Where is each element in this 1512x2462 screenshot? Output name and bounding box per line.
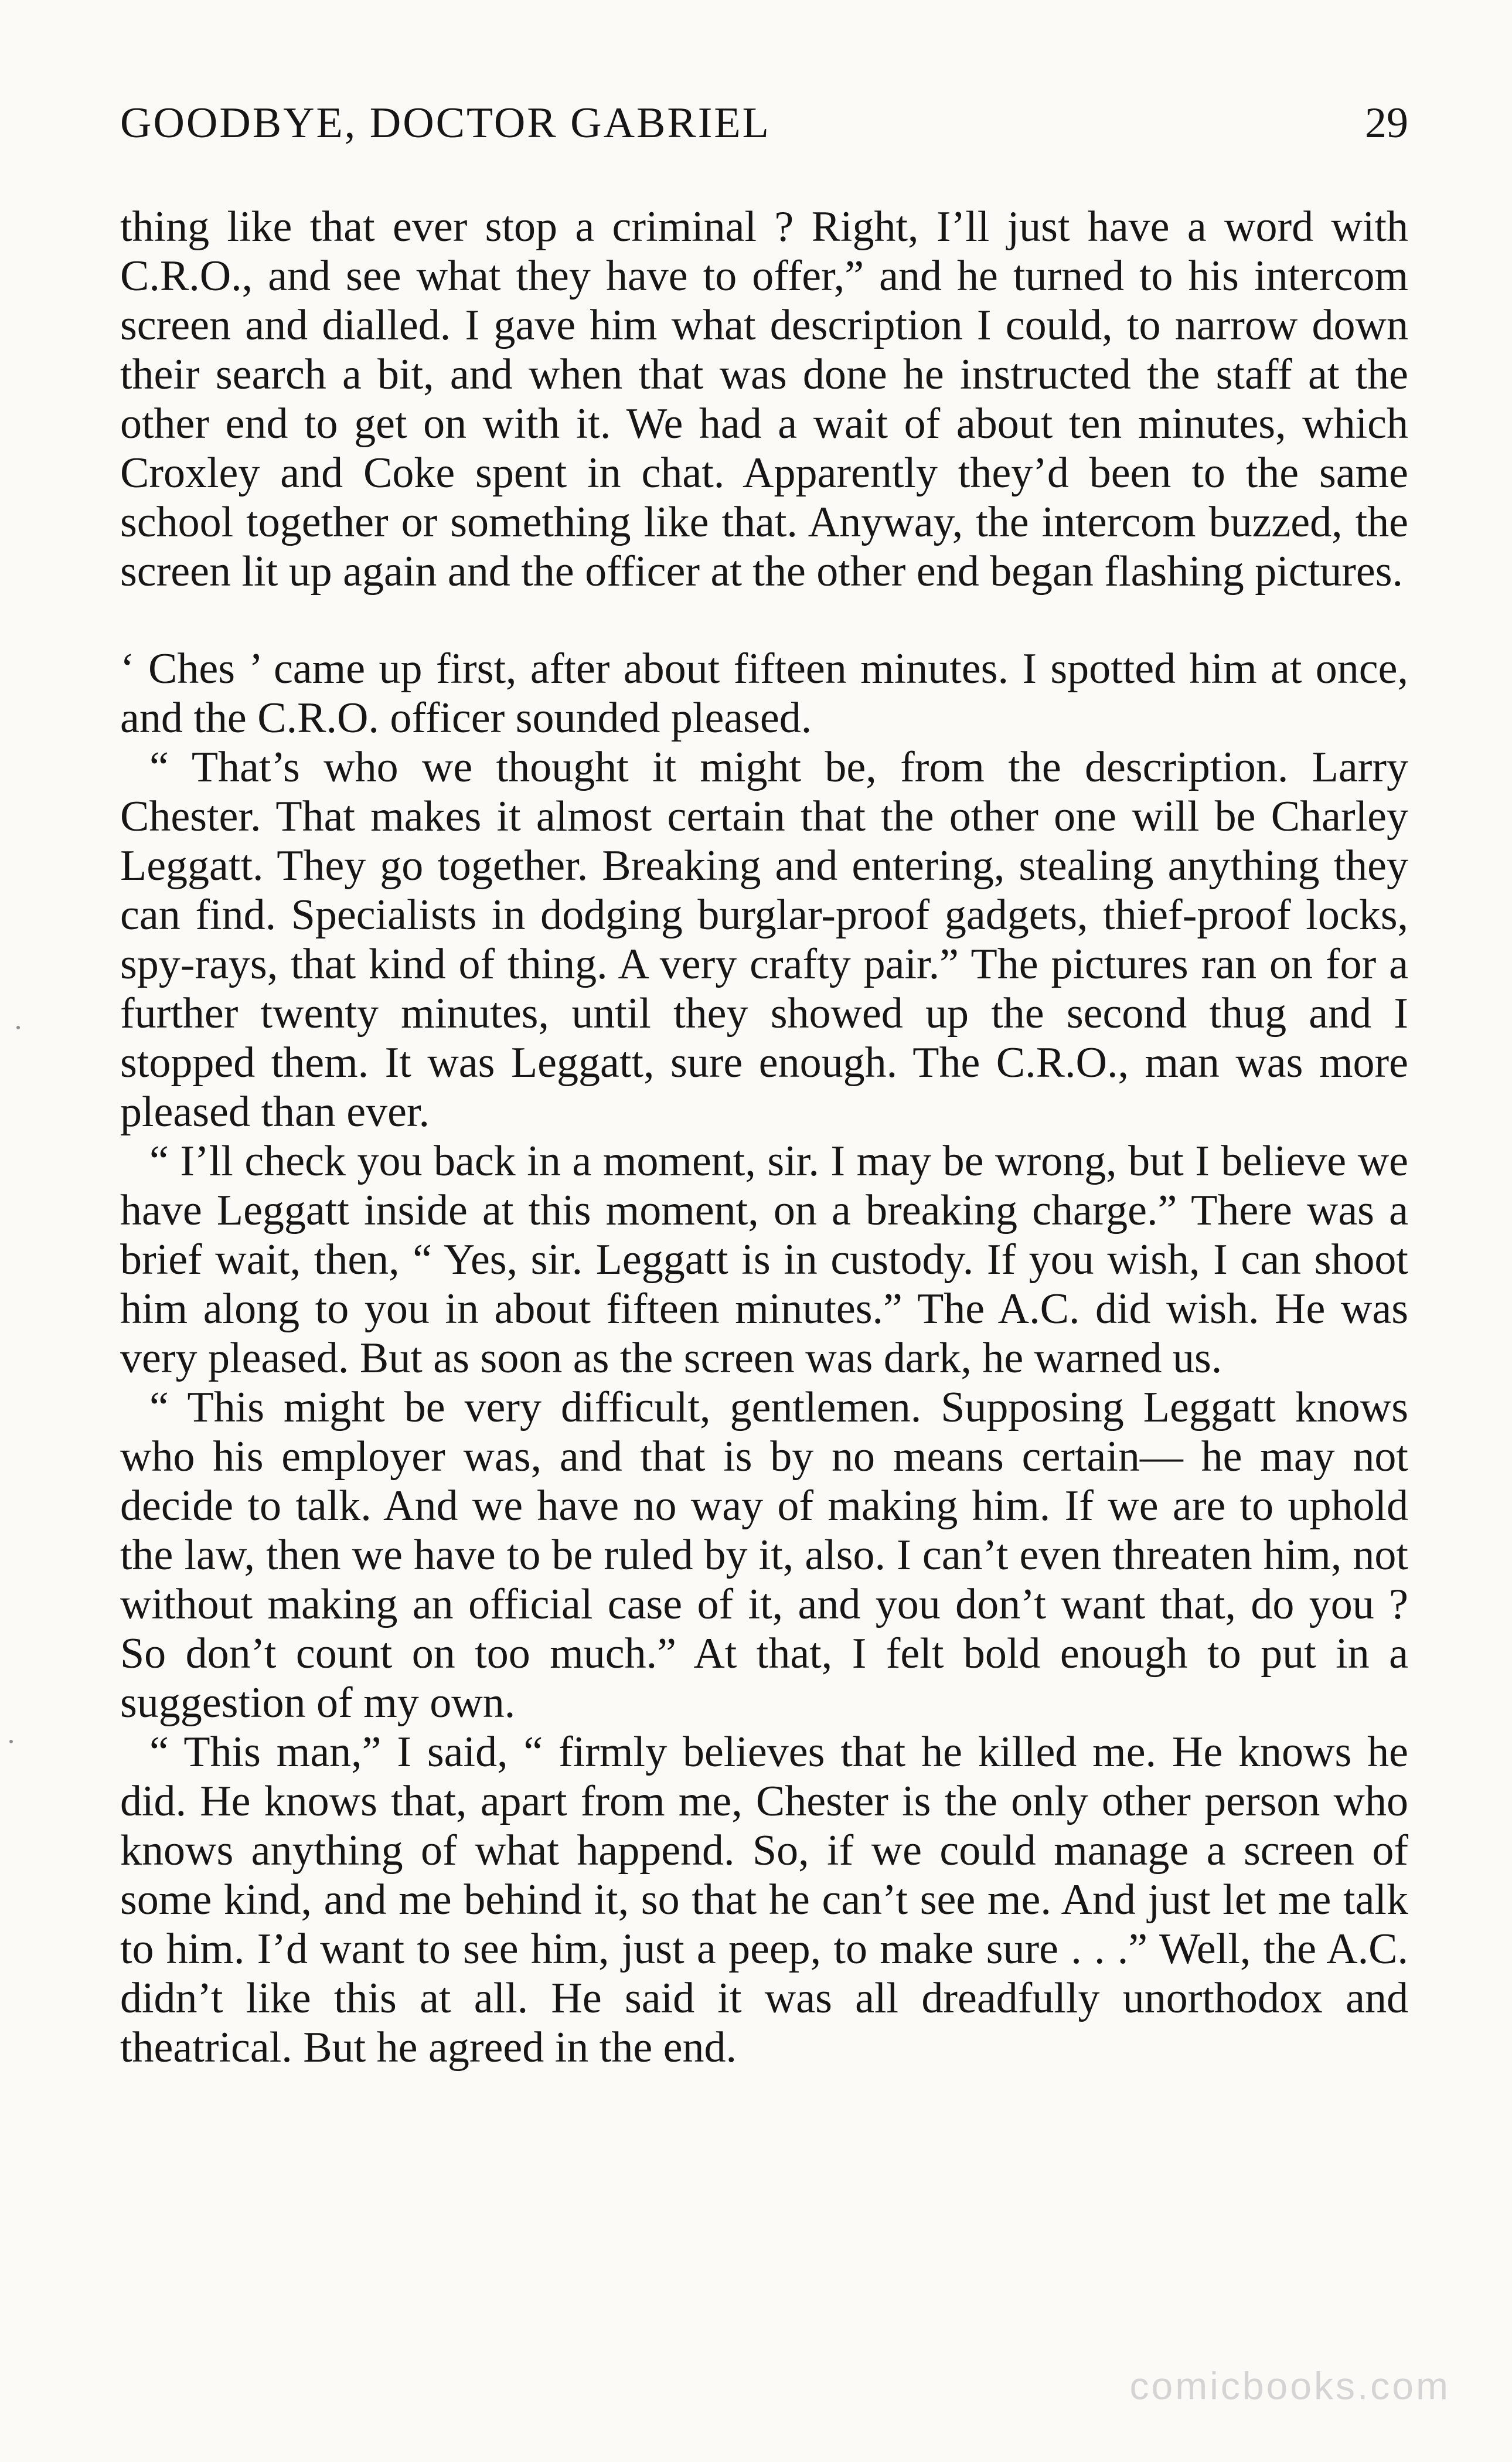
print-speck: [9, 1740, 13, 1743]
running-title: GOODBYE, DOCTOR GABRIEL: [120, 99, 771, 147]
paragraph-5: “ This might be very difficult, gentlemen. Supposing Leggatt knows who his employer was, and that is by no means certain— he may not decide to talk. And we have no way of making him. If we are to uphold the law, then we have to be ruled by it, also. I can’t even threaten him, not without making an official case of it, and you don’t want that, do you ? So don’t count on too much.” At that, I felt bold enough to put in a suggestion of my own.: [120, 1383, 1408, 1727]
page-body: [120, 202, 1408, 2072]
paragraph-1: thing like that ever stop a criminal ? Right, I’ll just have a word with C.R.O., and see what they have to offer,” and he turned to his intercom screen and dialled. I gave him what description I could, to narrow down their search a bit, and when that was done he instructed the staff at the other end to get on with it. We had a wait of about ten minutes, which Croxley and Coke spent in chat. Apparently they’d been to the same school together or something like that. Anyway, the intercom buzzed, the screen lit up again and the officer at the other end began flashing pictures.: [120, 203, 1408, 596]
page-number: 29: [1365, 99, 1408, 147]
watermark: comicbooks.com: [1129, 2364, 1450, 2407]
paragraph-3: “ That’s who we thought it might be, from the description. Larry Chester. That makes it almost certain that the other one will be Charley Leggatt. They go together. Breaking and entering, stealing anything they can find. Specialists in dodging burglar-proof gadgets, thief-proof locks, spy-rays, that kind of thing. A very crafty pair.” The pictures ran on for a further twenty minutes, until they showed up the second thug and I stopped them. It was Leggatt, sure enough. The C.R.O., man was more pleased than ever.: [120, 743, 1408, 1136]
print-speck: [16, 1026, 20, 1029]
paragraph-2: ‘ Ches ’ came up first, after about fifteen minutes. I spotted him at once, and the C.R.O. officer sounded pleased.: [120, 645, 1408, 742]
running-header: [120, 94, 1408, 152]
section-break: [120, 596, 1408, 644]
paragraph-4: “ I’ll check you back in a moment, sir. I may be wrong, but I believe we have Leggatt inside at this moment, on a breaking charge.” There was a brief wait, then, “ Yes, sir. Leggatt is in custody. If you wish, I can shoot him along to you in about fifteen minutes.” The A.C. did wish. He was very pleased. But as soon as the screen was dark, he warned us.: [120, 1137, 1408, 1382]
paragraph-6: “ This man,” I said, “ firmly believes that he killed me. He knows he did. He knows that, apart from me, Chester is the only other person who knows anything of what happend. So, if we could manage a screen of some kind, and me behind it, so that he can’t see me. And just let me talk to him. I’d want to see him, just a peep, to make sure . . .” Well, the A.C. didn’t like this at all. He said it was all dreadfully unorthodox and theatrical. But he agreed in the end.: [120, 1728, 1408, 2072]
